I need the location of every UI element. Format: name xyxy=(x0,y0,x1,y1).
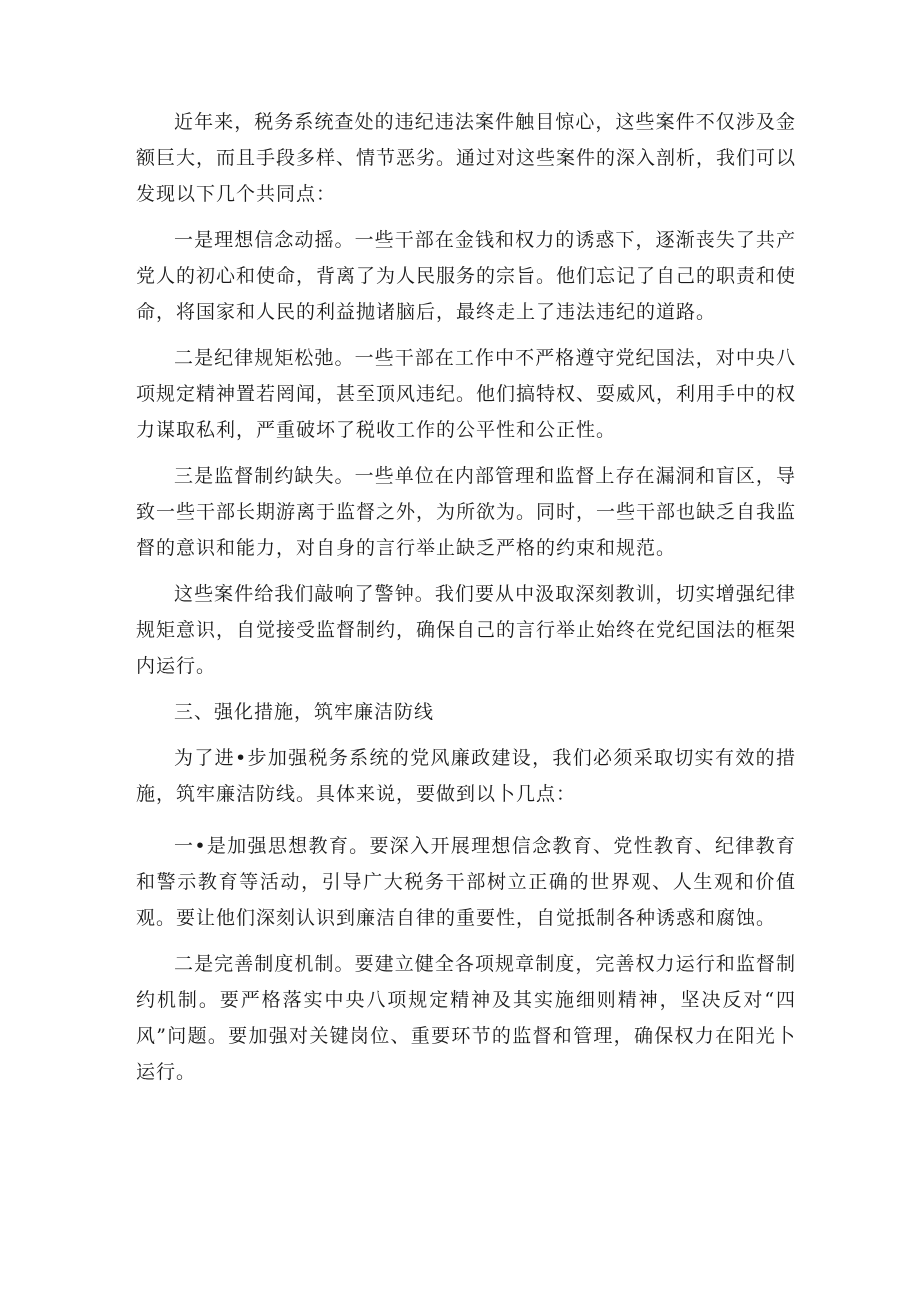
paragraph-intro: 近年来，税务系统查处的违纪违法案件触目惊心，这些案件不仅涉及金额巨大，而且手段多样、情节恶劣。通过对这些案件的深入剖析，我们可以发现以下几个共同点： xyxy=(136,111,797,205)
paragraph-point-one: 一是理想信念动摇。一些干部在金钱和权力的诱惑下，逐渐丧失了共产党人的初心和使命，背离了为人民服务的宗旨。他们忘记了自己的职责和使命，将国家和人民的利益抛诸脑后，最终走上了违法违纪的道路。 xyxy=(136,229,797,323)
paragraph-point-three: 三是监督制约缺失。一些单位在内部管理和监督上存在漏洞和盲区，导致一些干部长期游离于监督之外，为所欲为。同时，一些干部也缺乏自我监督的意识和能力，对自身的言行举止缺乏严格的约束和规范。 xyxy=(136,465,797,559)
paragraph-point-two: 二是纪律规矩松弛。一些干部在工作中不严格遵守党纪国法，对中央八项规定精神置若罔闻，甚至顶风违纪。他们搞特权、耍威风，利用手中的权力谋取私利，严重破坏了税收工作的公平性和公正性。 xyxy=(136,347,797,441)
section-heading: 三、强化措施，筑牢廉洁防线 xyxy=(174,701,435,723)
paragraph-measure-two: 二是完善制度机制。要建立健全各项规章制度，完善权力运行和监督制约机制。要严格落实中央八项规定精神及其实施细则精神，坚决反对“四风”问题。要加强对关键岗位、重要环节的监督和管理，确保权力在阳光卜运行。 xyxy=(136,953,796,1083)
document-body xyxy=(136,104,796,1100)
paragraph-measures-intro: 为了进•步加强税务系统的党风廉政建设，我们必须采取切实有效的措施，筑牢廉洁防线。具体来说，要做到以卜几点： xyxy=(136,747,796,805)
paragraph-measure-one: 一•是加强思想教育。要深入开展理想信念教育、党性教育、纪律教育和警示教育等活动，引导广大税务干部树立正确的世界观、人生观和价值观。要让他们深刻认识到廉洁自律的重要性，自觉抵制各种诱惑和腐蚀。 xyxy=(136,835,796,929)
paragraph-warning: 这些案件给我们敲响了警钟。我们要从中汲取深刻教训，切实增强纪律规矩意识，自觉接受监督制约，确保自己的言行举止始终在党纪国法的框架内运行。 xyxy=(136,583,797,677)
